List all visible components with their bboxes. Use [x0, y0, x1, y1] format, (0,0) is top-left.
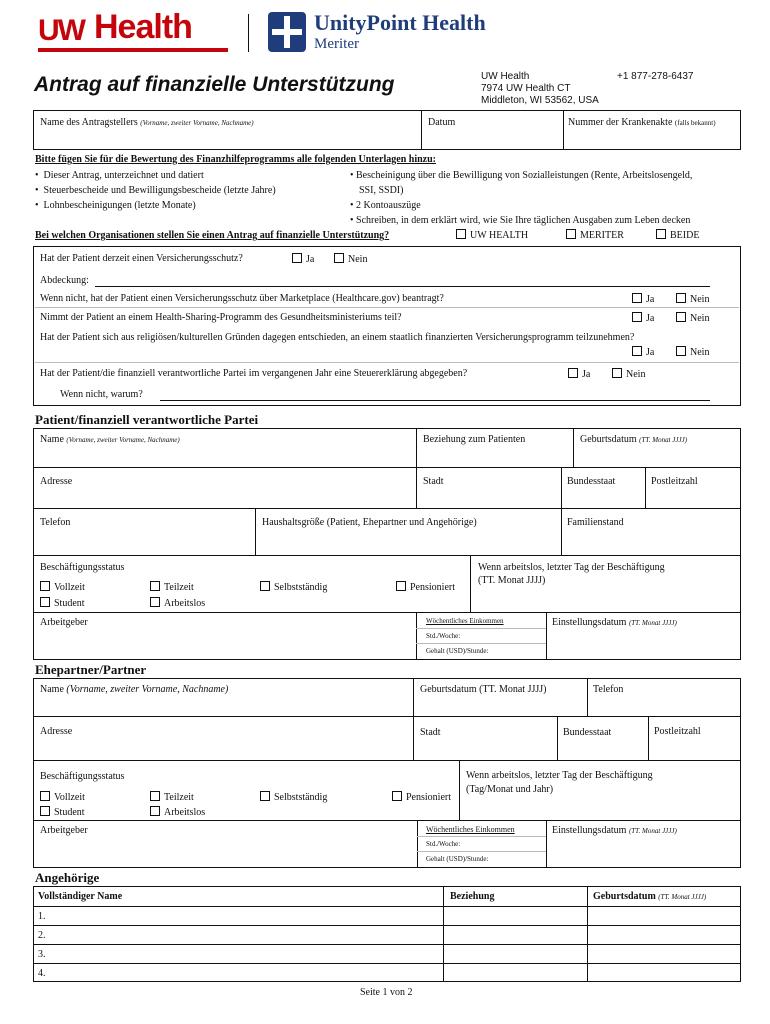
- record-number-field[interactable]: Nummer der Krankenakte (falls bekannt): [568, 117, 716, 128]
- spouse-state-field[interactable]: Bundesstaat: [563, 727, 612, 738]
- list-item: • Steuerbescheide und Bewilligungsbescheide (letzte Jahre): [35, 183, 276, 198]
- religious-no-checkbox[interactable]: Nein: [676, 346, 709, 358]
- list-item: • Lohnbescheinigungen (letzte Monate): [35, 198, 276, 213]
- spouse-wage-field[interactable]: Gehalt (USD)/Stunde:: [426, 855, 489, 863]
- patient-state-field[interactable]: Bundesstaat: [567, 476, 616, 487]
- patient-retired-checkbox[interactable]: Pensioniert: [396, 581, 455, 593]
- insurance-section: [33, 246, 741, 406]
- unitypoint-cross-icon: [268, 12, 306, 52]
- beide-checkbox[interactable]: BEIDE: [656, 229, 699, 241]
- spouse-hire-date-field[interactable]: Einstellungsdatum (TT. Monat JJJJ): [552, 825, 677, 836]
- list-item: • 2 Kontoauszüge: [350, 200, 421, 211]
- patient-phone-field[interactable]: Telefon: [40, 517, 71, 528]
- organization-question: Bei welchen Organisationen stellen Sie einen Antrag auf finanzielle Unterstützung?: [35, 230, 390, 241]
- patient-self-checkbox[interactable]: Selbstständig: [260, 581, 327, 593]
- list-item: • Schreiben, in dem erklärt wird, wie Sie Ihre täglichen Ausgaben zum Leben decken: [350, 215, 691, 226]
- list-item: • Bescheinigung über die Bewilligung von Sozialleistungen (Rente, Arbeitslosengeld,: [350, 170, 693, 181]
- patient-city-field[interactable]: Stadt: [423, 476, 444, 487]
- religious-question: Hat der Patient sich aus religiösen/kulturellen Gründen dagegen entschieden, an einem staatlich finanzierten Versicherungsprogramm teilzunehmen?: [40, 332, 635, 343]
- dependents-col-dob: Geburtsdatum (TT. Monat JJJJ): [593, 891, 707, 902]
- unitypoint-logo-text: UnityPoint Health: [314, 10, 486, 35]
- uw-health-logo: UW Health: [38, 8, 230, 54]
- spouse-parttime-checkbox[interactable]: Teilzeit: [150, 791, 194, 803]
- patient-weekly-income-label: Wöchentliches Einkommen: [426, 617, 504, 625]
- spouse-hours-field[interactable]: Std./Woche:: [426, 840, 461, 848]
- spouse-weekly-income-label: Wöchentliches Einkommen: [426, 825, 515, 834]
- applicant-row: [33, 110, 741, 150]
- spouse-employer-field[interactable]: Arbeitgeber: [40, 825, 88, 836]
- spouse-jobless-checkbox[interactable]: Arbeitslos: [150, 806, 205, 818]
- patient-wage-field[interactable]: Gehalt (USD)/Stunde:: [426, 647, 489, 655]
- table-row[interactable]: 1.: [38, 911, 46, 922]
- why-not-label: Wenn nicht, warum?: [60, 389, 143, 400]
- table-row[interactable]: 2.: [38, 930, 46, 941]
- patient-heading: Patient/finanziell verantwortliche Partei: [35, 412, 259, 427]
- patient-employment-label: Beschäftigungsstatus: [40, 562, 125, 573]
- patient-dob-field[interactable]: Geburtsdatum (TT. Monat JJJJ): [580, 434, 688, 445]
- documents-list-left: [35, 168, 276, 213]
- patient-relation-field[interactable]: Beziehung zum Patienten: [423, 434, 526, 445]
- spouse-heading: Ehepartner/Partner: [35, 662, 147, 677]
- insurance-question: Hat der Patient derzeit einen Versicherungsschutz?: [40, 253, 243, 264]
- patient-employer-field[interactable]: Arbeitgeber: [40, 617, 88, 628]
- dependents-col-name: Vollständiger Name: [38, 891, 123, 902]
- meriter-checkbox[interactable]: MERITER: [566, 229, 624, 241]
- insurance-no-checkbox[interactable]: Nein: [334, 253, 367, 265]
- patient-unemployed-label[interactable]: Wenn arbeitslos, letzter Tag der Beschäftigung (TT. Monat JJJJ): [478, 562, 665, 586]
- list-item: SSI, SSDI): [359, 185, 404, 196]
- health-sharing-question: Nimmt der Patient an einem Health-Sharing-Programm des Gesundheitsministeriums teil?: [40, 312, 402, 323]
- coverage-input-line[interactable]: [95, 286, 710, 287]
- spouse-address-field[interactable]: Adresse: [40, 726, 73, 737]
- tax-no-checkbox[interactable]: Nein: [612, 368, 645, 380]
- table-row[interactable]: 4.: [38, 968, 46, 979]
- patient-jobless-checkbox[interactable]: Arbeitslos: [150, 597, 205, 609]
- patient-marital-field[interactable]: Familienstand: [567, 517, 624, 528]
- date-field[interactable]: Datum: [428, 117, 456, 128]
- spouse-employment-label: Beschäftigungsstatus: [40, 771, 125, 782]
- religious-yes-checkbox[interactable]: Ja: [632, 346, 654, 358]
- patient-household-field[interactable]: Haushaltsgröße (Patient, Ehepartner und Angehörige): [262, 517, 477, 528]
- marketplace-yes-checkbox[interactable]: Ja: [632, 293, 654, 305]
- insurance-yes-checkbox[interactable]: Ja: [292, 253, 314, 265]
- spouse-name-field[interactable]: Name (Vorname, zweiter Vorname, Nachname): [40, 684, 229, 695]
- spouse-city-field[interactable]: Stadt: [420, 727, 441, 738]
- applicant-name-field[interactable]: Name des Antragstellers (Vorname, zweiter Vorname, Nachname): [40, 117, 254, 128]
- patient-student-checkbox[interactable]: Student: [40, 597, 85, 609]
- spouse-zip-field[interactable]: Postleitzahl: [654, 726, 701, 737]
- patient-hire-date-field[interactable]: Einstellungsdatum (TT. Monat JJJJ): [552, 617, 677, 628]
- coverage-label: Abdeckung:: [40, 275, 89, 286]
- uw-health-checkbox[interactable]: UW HEALTH: [456, 229, 528, 241]
- dependents-heading: Angehörige: [35, 870, 100, 885]
- list-item: • Dieser Antrag, unterzeichnet und datiert: [35, 168, 276, 183]
- patient-name-field[interactable]: Name (Vorname, zweiter Vorname, Nachname): [40, 434, 180, 445]
- marketplace-question: Wenn nicht, hat der Patient einen Versicherungsschutz über Marketplace (Healthcare.gov) beantragt?: [40, 293, 444, 304]
- patient-address-field[interactable]: Adresse: [40, 476, 73, 487]
- documents-heading: Bitte fügen Sie für die Bewertung des Finanzhilfeprogramms alle folgenden Unterlagen hinzu:: [35, 154, 437, 165]
- marketplace-no-checkbox[interactable]: Nein: [676, 293, 709, 305]
- patient-hours-field[interactable]: Std./Woche:: [426, 632, 461, 640]
- spouse-retired-checkbox[interactable]: Pensioniert: [392, 791, 451, 803]
- spouse-phone-field[interactable]: Telefon: [593, 684, 624, 695]
- patient-zip-field[interactable]: Postleitzahl: [651, 476, 698, 487]
- spouse-dob-field[interactable]: Geburtsdatum (TT. Monat JJJJ): [420, 684, 547, 695]
- health-sharing-yes-checkbox[interactable]: Ja: [632, 312, 654, 324]
- page-title: Antrag auf finanzielle Unterstützung: [34, 73, 395, 96]
- health-sharing-no-checkbox[interactable]: Nein: [676, 312, 709, 324]
- org-street: 7974 UW Health CT: [481, 83, 571, 94]
- spouse-student-checkbox[interactable]: Student: [40, 806, 85, 818]
- spouse-self-checkbox[interactable]: Selbstständig: [260, 791, 327, 803]
- page-number: Seite 1 von 2: [360, 987, 413, 998]
- meriter-logo-text: Meriter: [314, 36, 359, 52]
- org-city: Middleton, WI 53562, USA: [481, 95, 599, 106]
- spouse-fulltime-checkbox[interactable]: Vollzeit: [40, 791, 85, 803]
- documents-list-right: [350, 168, 692, 228]
- table-row[interactable]: 3.: [38, 949, 46, 960]
- org-phone: +1 877-278-6437: [617, 71, 694, 82]
- tax-yes-checkbox[interactable]: Ja: [568, 368, 590, 380]
- org-name: UW Health: [481, 71, 530, 82]
- why-not-input-line[interactable]: [160, 400, 710, 401]
- patient-fulltime-checkbox[interactable]: Vollzeit: [40, 581, 85, 593]
- tax-return-question: Hat der Patient/die finanziell verantwortliche Partei im vergangenen Jahr eine Steuererklärung abgegeben?: [40, 368, 468, 379]
- patient-parttime-checkbox[interactable]: Teilzeit: [150, 581, 194, 593]
- dependents-col-relation: Beziehung: [450, 891, 495, 902]
- spouse-unemployed-label[interactable]: Wenn arbeitslos, letzter Tag der Beschäftigung (Tag/Monat und Jahr): [466, 770, 653, 795]
